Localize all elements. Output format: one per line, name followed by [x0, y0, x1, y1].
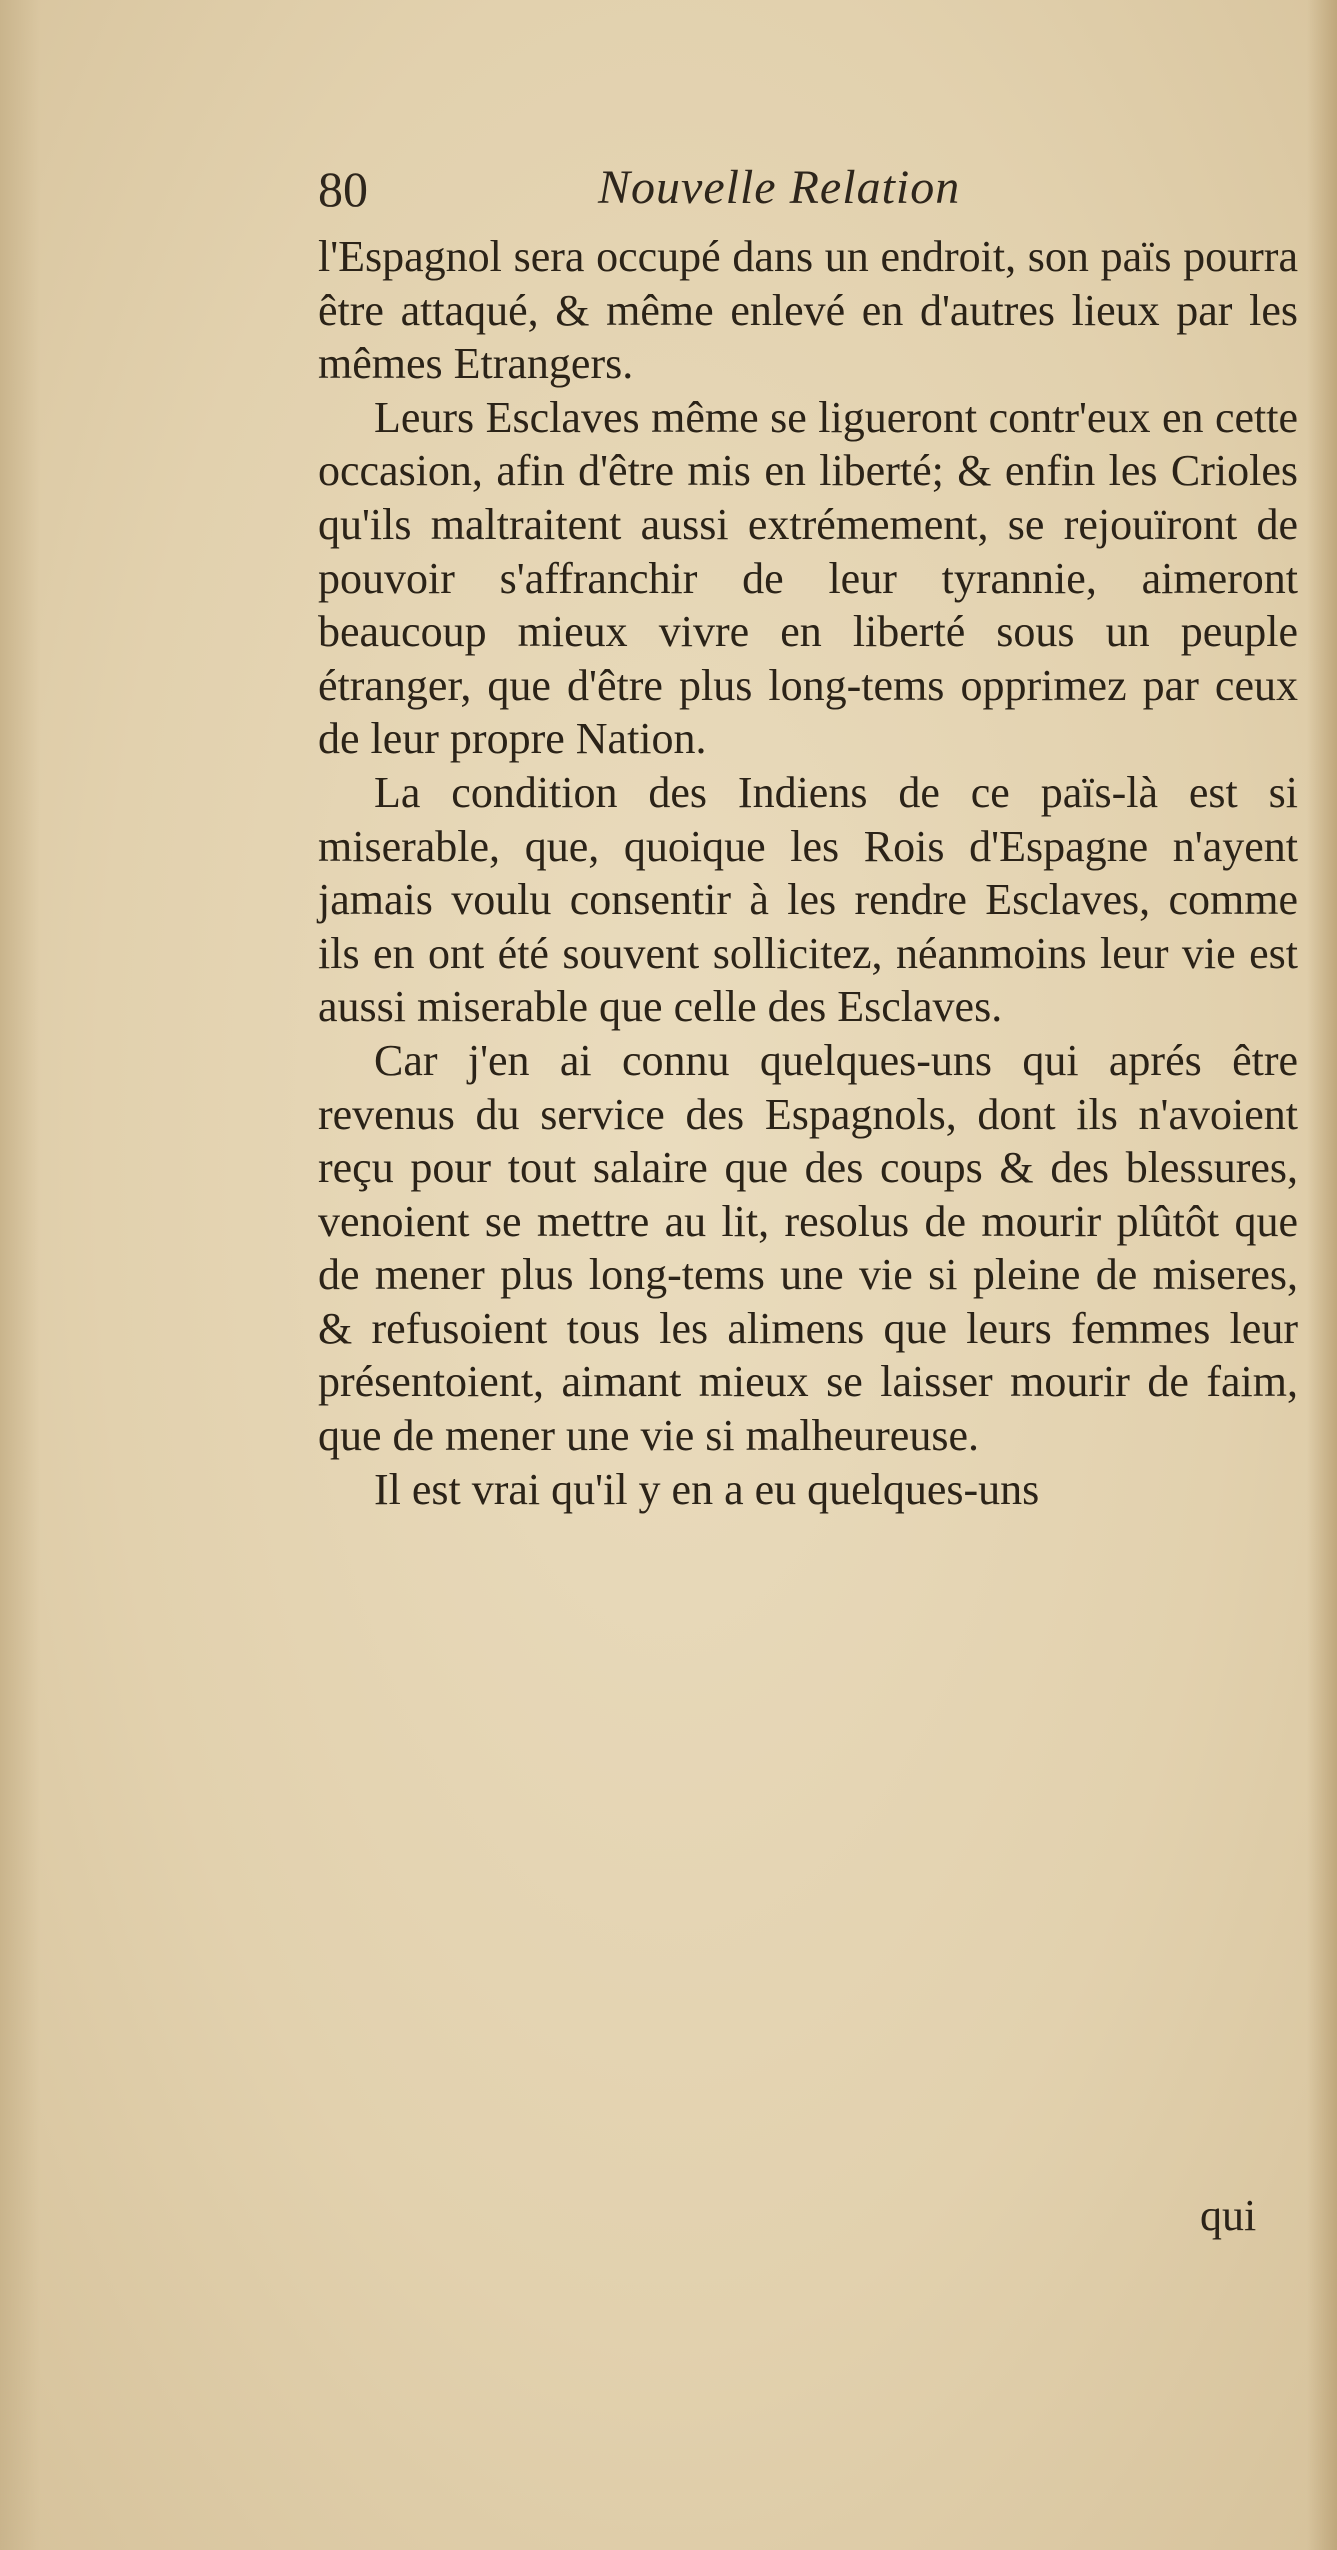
body-text — [318, 230, 1298, 1516]
catchword: qui — [1200, 2191, 1257, 2240]
page-number: 80 — [318, 161, 368, 217]
page-edge-shadow-right — [1307, 0, 1337, 2550]
paragraph-indians-condition: La condition des Indiens de ce païs-là est si miserable, que, quoique les Rois d'Espagne n'ayent jamais voulu consentir à les rendre Esclaves, comme ils en ont été souvent sollicitez, néanmoins leur vie est aussi miserable que celle des Esclaves. — [318, 767, 1298, 1032]
page-edge-shadow-left — [0, 0, 40, 2550]
paragraph-testimony: Car j'en ai connu quelques-uns qui aprés être revenus du service des Espagnols, dont ils n'avoient reçu pour tout salaire que des coups & des blessures, venoient se mettre au lit, resolus de mourir plûtôt que de mener plus long-tems une vie si pleine de miseres, & refusoient tous les alimens que leurs femmes leur présentoient, aimant mieux se laisser mourir de faim, que de mener une vie si malheureuse. — [318, 1035, 1298, 1461]
page-header — [318, 160, 1058, 240]
paragraph-slaves: Leurs Esclaves même se ligueront contr'eux en cette occasion, afin d'être mis en liberté; & enfin les Crioles qu'ils maltraitent aussi extrémement, se rejouïront de pouvoir s'affranchir de leur tyrannie, aimeront beaucoup mieux vivre en liberté sous un peuple étranger, que d'être plus long-tems opprimez par ceux de leur propre Nation. — [318, 392, 1298, 764]
paragraph-continuation: l'Espagnol sera occupé dans un endroit, son païs pourra être attaqué, & même enlevé en d'autres lieux par les mêmes Etrangers. — [318, 232, 1298, 389]
paragraph-final-line: Il est vrai qu'il y en a eu quelques-uns — [374, 1464, 1040, 1514]
running-title: Nouvelle Relation — [598, 161, 961, 214]
